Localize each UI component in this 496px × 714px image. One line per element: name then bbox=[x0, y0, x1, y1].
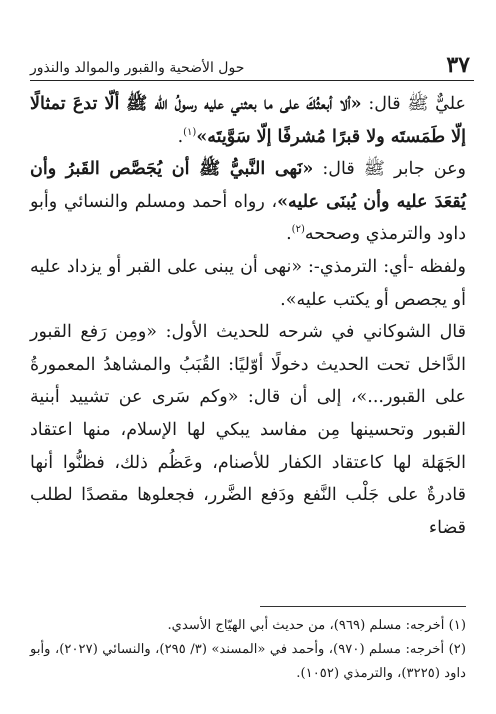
footnote-1: (١) أخرجه: مسلم (٩٦٩)، من حديث أبي الهيّاج الأسدي. bbox=[167, 618, 466, 633]
paragraph-tirmidhi-wording: ولفظه -أي: الترمذي-: «نهى أن يبنى على القبر أو يزداد عليه أو يجصص أو يكتب عليه». bbox=[30, 256, 466, 310]
narration-sources: ، رواه أحمد ومسلم والنسائي وأبو داود والترمذي وصححه bbox=[30, 191, 466, 245]
footnotes bbox=[30, 614, 466, 686]
footnote-divider bbox=[260, 606, 466, 607]
paragraph-prefix: وعن جابر ﷺ قال: bbox=[313, 159, 466, 180]
hadith-quote-line2: ألّا تدعَ تمثالًا إلّا طَمَستَه ولا قبرًا مُشرفًا إلّا سَوَّيتَه» bbox=[30, 94, 466, 147]
footnote-marker-2[interactable]: (٢) bbox=[291, 224, 305, 236]
paragraph-prefix: عليٌّ ﷺ قال: bbox=[361, 94, 466, 114]
paragraph-shawkani-quote: قال الشوكاني في شرحه للحديث الأول: «ومِن رَفع القبور الدَّاخل تحت الحديث دخولًا أوّليًا: القُبَبُ والمشاهدُ المعمورةُ على القبور...»، إلى أن قال: «وكم سَرى عن تشييد أبنية القبور وتحسينها مِن مفاسد يبكي لها الإسلام، منها اعتقاد الجَهَلة لها كاعتقاد الكفار للأصنام، وعَظُم ذلك، فظنُّوا أنها قادرةٌ على جَلْب النَّفع ودَفع الضَّرر، فجعلوها مقصدًا لطلب قضاء bbox=[30, 322, 466, 538]
paragraph-jabir-hadith bbox=[30, 153, 466, 251]
sentence-end: . bbox=[286, 224, 292, 245]
hadith-quote: «نَهى النَّبيُّ ﷺ أن يُجَصَّص القَبرُ وأن يُقعَدَ عليه وأن يُبنَى عليه» bbox=[30, 159, 466, 212]
running-title: حول الأضحية والقبور والموالد والنذور bbox=[30, 60, 245, 76]
paragraph-ali-hadith: عليٌّ ﷺ قال: «ألا أبعثُكَ على ما بعثني عليه رسولُ الله ﷺ ألّا تدعَ تمثالًا إلّا طَمَستَه ولا قبرًا مُشرفًا إلّا سَوَّيتَه»$^{(١)}$. bbox=[30, 94, 466, 147]
footnote-marker-1[interactable]: (١) bbox=[183, 126, 197, 138]
header-divider bbox=[30, 80, 474, 81]
page-header bbox=[30, 52, 474, 82]
hadith-quote-line1: «ألا أبعثُكَ على ما بعثني عليه رسولُ الله ﷺ bbox=[126, 94, 362, 114]
main-text bbox=[30, 88, 466, 544]
page-number: ٣٧ bbox=[446, 52, 470, 78]
footnote-2: (٢) أخرجه: مسلم (٩٧٠)، وأحمد في «المسند» (٣/ ٢٩٥)، والنسائي (٢٠٢٧)، وأبو داود (٣٢٢٥)، والترمذي (١٠٥٢). bbox=[30, 642, 467, 681]
